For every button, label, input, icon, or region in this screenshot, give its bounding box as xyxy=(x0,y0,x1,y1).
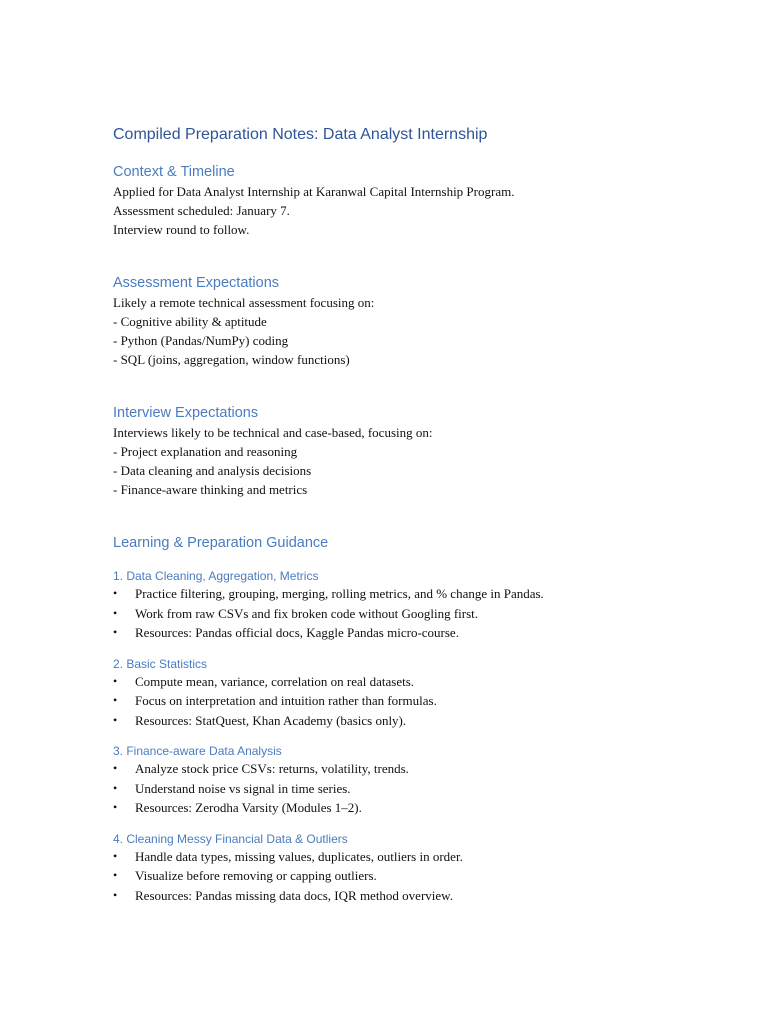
assessment-line: Likely a remote technical assessment focusing on: xyxy=(113,295,375,310)
list-item-text: Analyze stock price CSVs: returns, volatility, trends. xyxy=(135,761,409,776)
list-item xyxy=(113,866,713,886)
list-item xyxy=(113,672,713,692)
bullet-icon: • xyxy=(113,586,118,600)
bullet-icon: • xyxy=(113,868,118,882)
list-item-text: Visualize before removing or capping outliers. xyxy=(135,868,377,883)
list-item-text: Understand noise vs signal in time series. xyxy=(135,780,351,796)
list-item xyxy=(113,847,713,867)
list-item xyxy=(113,886,713,906)
assessment-line: - Cognitive ability & aptitude xyxy=(113,314,267,329)
subsection-heading: 4. Cleaning Messy Financial Data & Outliers xyxy=(113,831,348,846)
bullet-icon: • xyxy=(113,673,118,688)
guidance-subsection xyxy=(113,568,713,643)
bullet-list xyxy=(113,584,713,643)
list-item-text: Compute mean, variance, correlation on real datasets. xyxy=(135,673,415,689)
bullet-icon: • xyxy=(113,887,118,902)
list-item xyxy=(113,779,713,799)
document-page xyxy=(113,124,713,905)
list-item xyxy=(113,604,713,624)
list-item-text: Resources: Zerodha Varsity (Modules 1–2). xyxy=(135,800,362,815)
interview-line: - Finance-aware thinking and metrics xyxy=(113,482,308,497)
subsection-heading: 3. Finance-aware Data Analysis xyxy=(113,744,282,758)
interview-line: - Project explanation and reasoning xyxy=(113,444,298,459)
assessment-heading: Assessment Expectations xyxy=(113,275,280,291)
bullet-icon: • xyxy=(113,605,118,620)
subsection-heading: 2. Basic Statistics xyxy=(113,656,208,671)
list-item xyxy=(113,584,713,604)
interview-heading: Interview Expectations xyxy=(113,405,259,421)
context-heading: Context & Timeline xyxy=(113,164,235,180)
document-title: Compiled Preparation Notes: Data Analyst Internship xyxy=(113,126,488,143)
list-item-text: Focus on interpretation and intuition rather than formulas. xyxy=(135,693,437,708)
list-item xyxy=(113,623,713,643)
guidance-heading: Learning & Preparation Guidance xyxy=(113,535,329,551)
guidance-subsection xyxy=(113,831,713,906)
bullet-icon: • xyxy=(113,712,118,727)
context-line: Interview round to follow. xyxy=(113,222,250,237)
assessment-line: - SQL (joins, aggregation, window functions) xyxy=(113,352,350,367)
list-item xyxy=(113,691,713,711)
context-line: Assessment scheduled: January 7. xyxy=(113,203,290,218)
list-item-text: Resources: Pandas official docs, Kaggle Pandas micro-course. xyxy=(135,625,459,640)
interview-line: - Data cleaning and analysis decisions xyxy=(113,463,312,478)
bullet-icon: • xyxy=(113,625,118,639)
list-item-text: Work from raw CSVs and fix broken code without Googling first. xyxy=(135,605,479,621)
interview-section xyxy=(113,403,713,499)
list-item-text: Resources: StatQuest, Khan Academy (basics only). xyxy=(135,712,407,728)
guidance-section xyxy=(113,533,713,905)
bullet-list xyxy=(113,672,713,731)
list-item xyxy=(113,759,713,779)
assessment-section xyxy=(113,273,713,369)
list-item-text: Handle data types, missing values, duplicates, outliers in order. xyxy=(135,848,463,864)
bullet-icon: • xyxy=(113,848,118,863)
list-item xyxy=(113,711,713,731)
context-line: Applied for Data Analyst Internship at Karanwal Capital Internship Program. xyxy=(113,184,515,199)
bullet-icon: • xyxy=(113,693,118,707)
subsection-heading: 1. Data Cleaning, Aggregation, Metrics xyxy=(113,569,319,583)
list-item-text: Resources: Pandas missing data docs, IQR method overview. xyxy=(135,887,453,903)
bullet-icon: • xyxy=(113,761,118,775)
list-item-text: Practice filtering, grouping, merging, rolling metrics, and % change in Pandas. xyxy=(135,586,544,601)
assessment-line: - Python (Pandas/NumPy) coding xyxy=(113,333,289,348)
bullet-icon: • xyxy=(113,780,118,795)
bullet-list xyxy=(113,847,713,906)
guidance-subsection xyxy=(113,656,713,731)
bullet-list xyxy=(113,759,713,818)
list-item xyxy=(113,798,713,818)
guidance-subsection xyxy=(113,743,713,818)
bullet-icon: • xyxy=(113,800,118,814)
interview-line: Interviews likely to be technical and case-based, focusing on: xyxy=(113,425,433,440)
context-section xyxy=(113,162,713,239)
